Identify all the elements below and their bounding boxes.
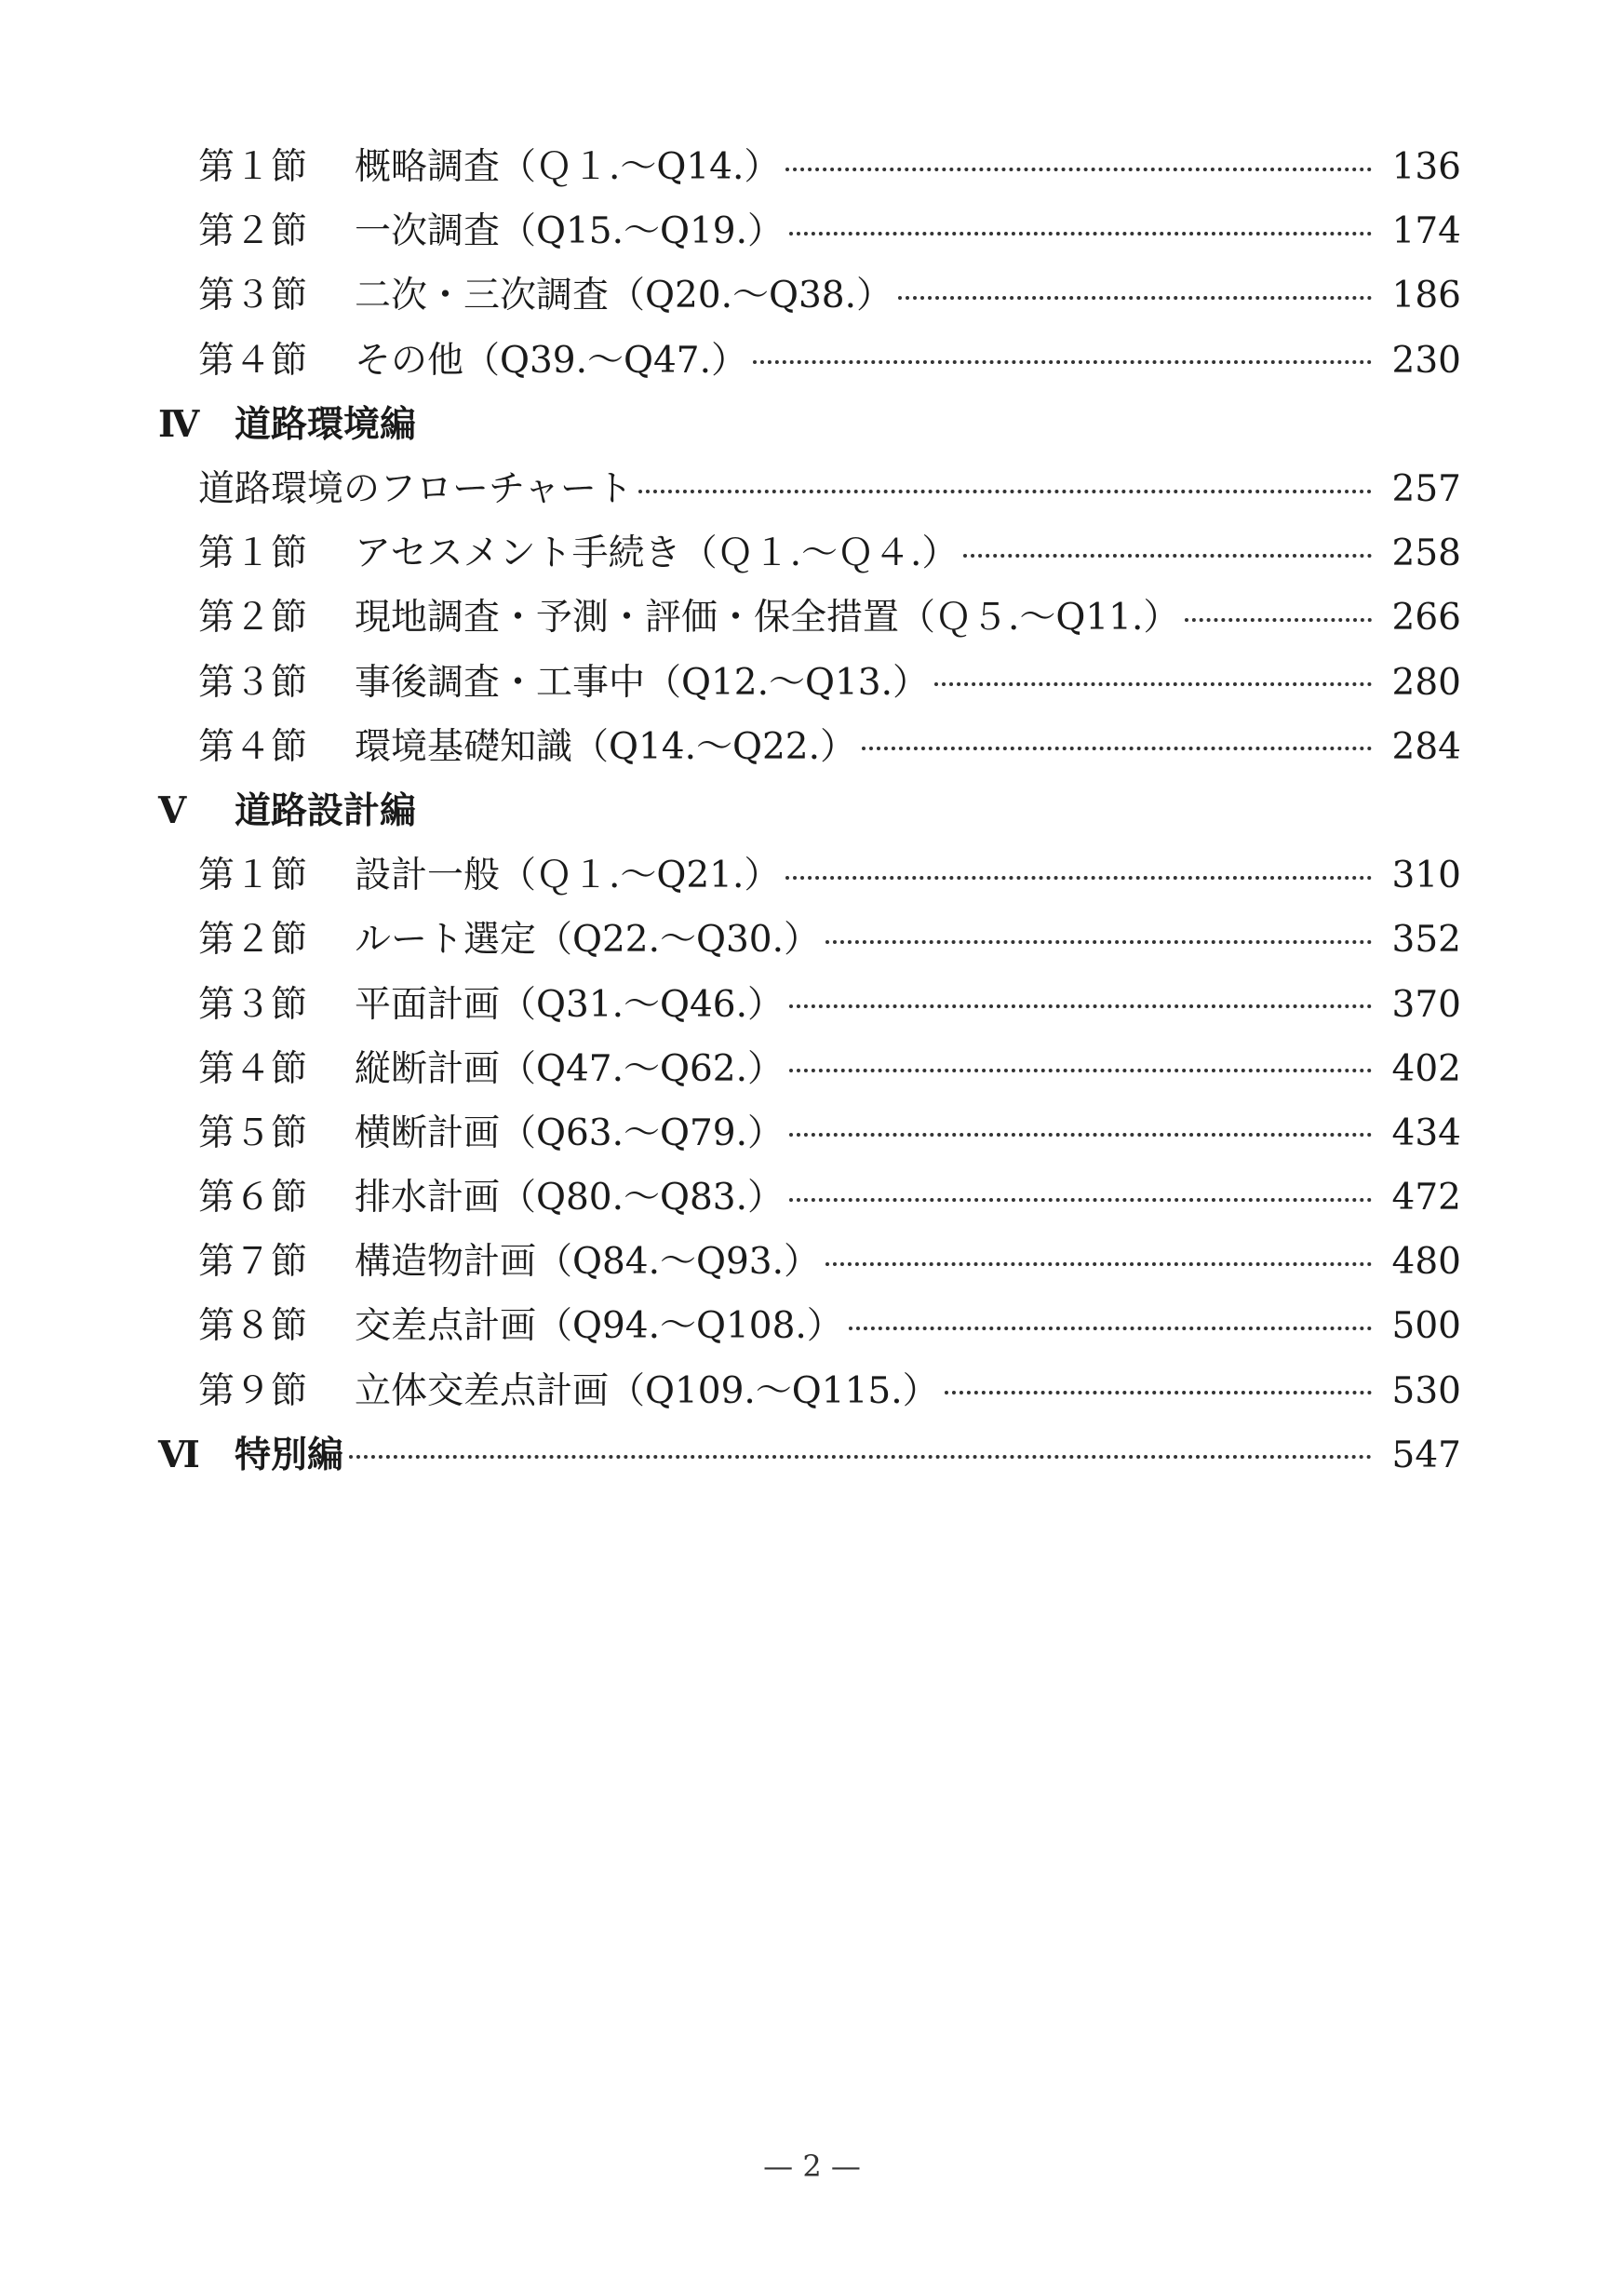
toc-entry[interactable] [158,1294,1461,1358]
toc-entry[interactable] [158,1165,1461,1230]
page-number: 266 [1391,597,1461,640]
section-title: 立体交差点計画（Q109.〜Q115.） [355,1369,939,1412]
dot-leader [934,682,1372,686]
section-title: 事後調査・工事中（Q12.〜Q13.） [355,661,929,704]
dot-leader [349,1455,1372,1459]
page-number: 284 [1391,725,1461,768]
page-number: 310 [1391,855,1461,897]
toc-entry[interactable] [158,263,1461,328]
page-number: 472 [1391,1177,1461,1219]
page-number: 186 [1391,275,1461,317]
dot-leader [638,490,1372,493]
toc-entry[interactable] [158,1101,1461,1165]
part-number: Ⅳ [158,402,200,446]
section-number: 第４節 [198,339,308,382]
toc-entry[interactable] [158,1230,1461,1294]
page-number: 136 [1391,146,1461,189]
section-title: 横断計画（Q63.〜Q79.） [355,1111,784,1154]
page-number: 530 [1391,1369,1461,1412]
section-number: 第３節 [198,983,308,1026]
page-number-footer: — 2 — [763,2149,861,2184]
section-number: 第２節 [198,210,308,253]
section-number: 第７節 [198,1241,308,1284]
page-number: 257 [1391,468,1461,511]
page-number: 352 [1391,919,1461,962]
section-title: ルート選定（Q22.〜Q30.） [355,919,820,962]
section-title: 排水計画（Q80.〜Q83.） [355,1177,784,1219]
toc-entry[interactable] [158,329,1461,393]
toc-entry[interactable] [158,1037,1461,1101]
toc-entry[interactable] [158,715,1461,779]
section-title: 縦断計画（Q47.〜Q62.） [355,1047,784,1090]
page-number: 230 [1391,339,1461,382]
section-title: 設計一般（Ｑ１.〜Q21.） [355,855,781,897]
page-number: 547 [1391,1434,1461,1476]
dot-leader [785,168,1372,171]
section-number: 第６節 [198,1177,308,1219]
dot-leader [789,1198,1372,1202]
section-number: 第１節 [198,532,308,575]
dot-leader [945,1391,1372,1394]
section-title: その他（Q39.〜Q47.） [355,339,747,382]
section-title: 二次・三次調査（Q20.〜Q38.） [355,275,893,317]
section-number: 第４節 [198,725,308,768]
toc-entry[interactable] [158,972,1461,1036]
dot-leader [785,876,1372,880]
toc-entry[interactable] [158,586,1461,650]
toc-part-heading [158,779,1461,843]
dot-leader [898,296,1372,300]
page-number: 174 [1391,210,1461,253]
section-title: 一次調査（Q15.〜Q19.） [355,210,784,253]
table-of-contents [158,135,1461,1488]
dot-leader [789,1004,1372,1008]
toc-entry[interactable] [158,651,1461,715]
page-number: 370 [1391,983,1461,1026]
part-title: 道路設計編 [235,789,417,832]
section-number: 第２節 [198,597,308,640]
page-number: 280 [1391,661,1461,704]
section-title: 環境基礎知識（Q14.〜Q22.） [355,725,856,768]
toc-part-heading [158,393,1461,457]
section-number: 第３節 [198,661,308,704]
page-number: 402 [1391,1047,1461,1090]
part-title: 道路環境編 [235,403,417,446]
page-number: 434 [1391,1111,1461,1154]
dot-leader [825,940,1372,944]
page-number: 480 [1391,1241,1461,1284]
toc-entry[interactable] [158,135,1461,199]
dot-leader [1185,618,1372,622]
dot-leader [862,747,1372,750]
part-title: 特別編 [235,1434,344,1476]
section-title: 現地調査・予測・評価・保全措置（Ｑ５.〜Q11.） [355,597,1180,640]
section-number: 第４節 [198,1047,308,1090]
section-number: 第１節 [198,855,308,897]
toc-entry[interactable] [158,843,1461,908]
section-title: アセスメント手続き（Ｑ１.〜Ｑ４.） [355,532,959,575]
section-title: 交差点計画（Q94.〜Q108.） [355,1305,843,1348]
dot-leader [963,554,1372,558]
dot-leader [789,1133,1372,1137]
page-number: 258 [1391,532,1461,575]
section-title: 構造物計画（Q84.〜Q93.） [355,1241,820,1284]
dot-leader [789,1069,1372,1072]
section-number: 第２節 [198,919,308,962]
section-title: 平面計画（Q31.〜Q46.） [355,983,784,1026]
section-number: 第９節 [198,1369,308,1412]
dot-leader [753,360,1372,364]
toc-entry[interactable] [158,521,1461,586]
section-title: 道路環境のフローチャート [198,468,633,511]
section-number: 第３節 [198,275,308,317]
toc-entry[interactable] [158,199,1461,263]
dot-leader [825,1262,1372,1266]
part-number: Ⅴ [158,788,187,832]
part-number: Ⅵ [158,1433,200,1476]
section-number: 第８節 [198,1305,308,1348]
section-number: 第５節 [198,1111,308,1154]
toc-entry[interactable] [158,908,1461,972]
dot-leader [789,232,1372,236]
toc-part-heading [158,1423,1461,1488]
toc-entry[interactable] [158,1359,1461,1423]
page-number: 500 [1391,1305,1461,1348]
dot-leader [849,1327,1372,1330]
toc-entry[interactable] [158,457,1461,521]
section-number: 第１節 [198,146,308,189]
section-title: 概略調査（Ｑ１.〜Q14.） [355,146,781,189]
